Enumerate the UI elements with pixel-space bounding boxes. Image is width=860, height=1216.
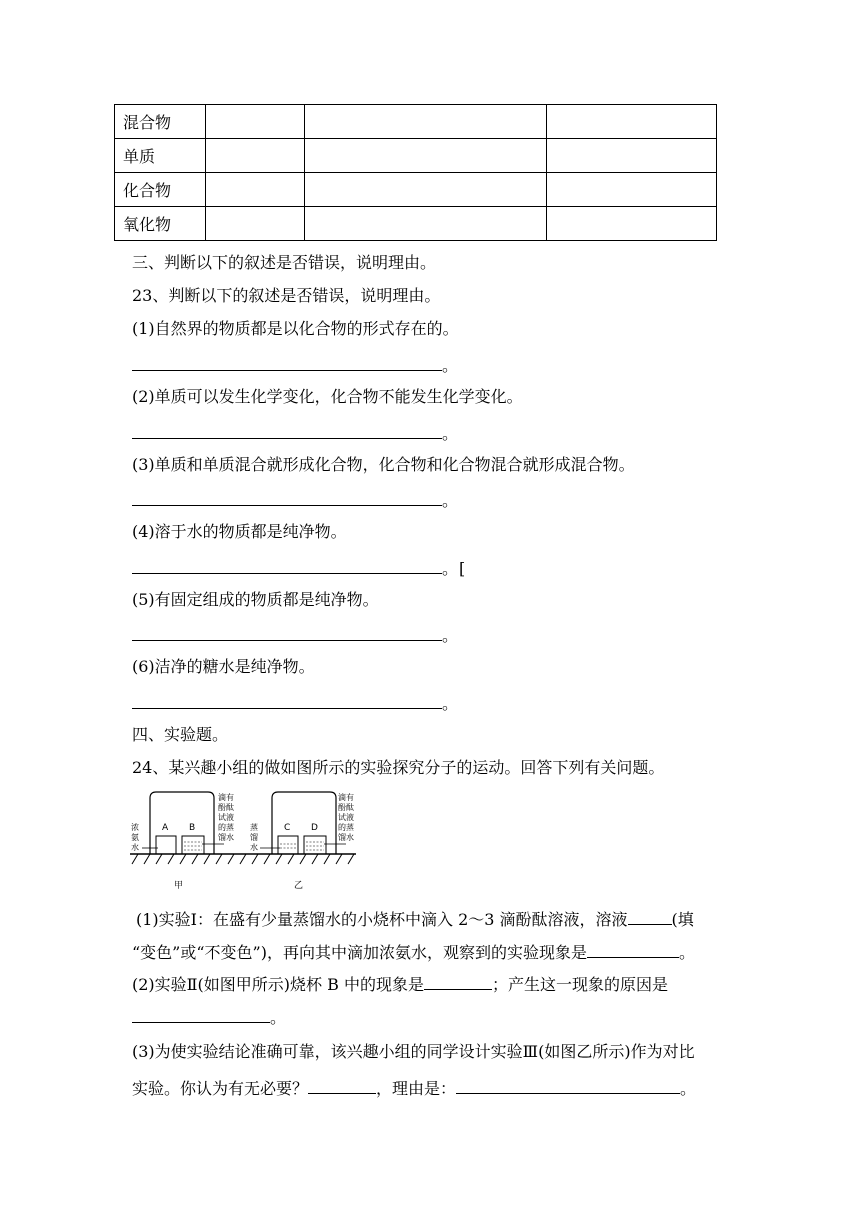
- beaker-label-a: A: [162, 823, 169, 833]
- section-4-heading: 四、实验题。: [132, 725, 229, 744]
- table-cell: [206, 173, 305, 207]
- beaker-label-b: B: [189, 823, 196, 833]
- label-phenolphthalein: 酚酞: [338, 803, 354, 812]
- q23-item-2: (2)单质可以发生化学变化，化合物不能发生化学变化。: [132, 387, 523, 406]
- table-cell: [305, 105, 547, 139]
- table-cell: [305, 139, 547, 173]
- answer-blank[interactable]: [132, 639, 442, 641]
- label-phenolphthalein: 试液: [218, 813, 234, 822]
- label-phenolphthalein: 馏水: [218, 833, 234, 842]
- label-ammonia: 水: [131, 843, 139, 852]
- row-label: 混合物: [115, 105, 206, 139]
- answer-blank[interactable]: [424, 971, 492, 990]
- row-label: 氧化物: [115, 207, 206, 241]
- table-row: [115, 173, 717, 207]
- answer-blank[interactable]: [628, 906, 672, 925]
- question-24-title: 24、某兴趣小组的做如图所示的实验探究分子的运动。回答下列有关问题。: [132, 758, 665, 777]
- q23-item-5: (5)有固定组成的物质都是纯净物。: [132, 590, 379, 609]
- label-ammonia: 氨: [131, 833, 139, 842]
- end-mark: 。: [442, 356, 459, 375]
- label-phenolphthalein: 滴有: [338, 793, 354, 802]
- table-cell: [547, 105, 717, 139]
- q24-p1-text-d: 。: [678, 943, 695, 962]
- caption-yi: 乙: [294, 881, 304, 891]
- q24-p3-text-d: 。: [680, 1079, 697, 1098]
- end-mark: 。: [442, 491, 459, 510]
- label-phenolphthalein: 的蒸: [338, 823, 354, 832]
- beaker-label-c: C: [284, 823, 291, 833]
- end-mark: 。: [442, 559, 459, 578]
- q24-part-2-line-1: [132, 971, 668, 996]
- q24-p3-text-c: ，理由是：: [376, 1079, 457, 1098]
- end-mark: 。: [442, 424, 459, 443]
- label-phenolphthalein: 试液: [338, 813, 354, 822]
- answer-blank[interactable]: [456, 1075, 680, 1094]
- table-cell: [206, 139, 305, 173]
- table-cell: [547, 139, 717, 173]
- row-label: 单质: [115, 139, 206, 173]
- label-phenolphthalein: 的蒸: [218, 823, 234, 832]
- label-distilled-water: 馏: [250, 833, 258, 842]
- label-distilled-water: 蒸: [250, 823, 258, 832]
- beaker-label-d: D: [311, 823, 318, 833]
- table-cell: [206, 207, 305, 241]
- q24-part-1-line-1: [136, 906, 694, 931]
- q24-part-2-line-2: [132, 1004, 286, 1029]
- caption-jia: 甲: [174, 881, 184, 891]
- q24-p2-text-c: 。: [270, 1008, 287, 1027]
- answer-blank[interactable]: [308, 1075, 376, 1094]
- table-cell: [206, 105, 305, 139]
- q24-p3-text-b: 实验。你认为有无必要？: [132, 1079, 309, 1098]
- answer-blank[interactable]: [587, 939, 679, 958]
- answer-blank[interactable]: [132, 369, 442, 371]
- label-phenolphthalein: 馏水: [338, 833, 354, 842]
- q23-item-3: (3)单质和单质混合就形成化合物，化合物和化合物混合就形成混合物。: [132, 455, 635, 474]
- table-cell: [305, 207, 547, 241]
- q24-part-1-line-2: [132, 939, 695, 964]
- q23-item-1: (1)自然界的物质都是以化合物的形式存在的。: [132, 319, 459, 338]
- q24-part-3-line-2: [132, 1075, 696, 1100]
- q23-item-4: (4)溶于水的物质都是纯净物。: [132, 522, 347, 541]
- row-label: 化合物: [115, 173, 206, 207]
- q24-p1-text-c: “变色”或“不变色”)，再向其中滴加浓氨水，观察到的实验现象是: [132, 943, 587, 962]
- q24-p2-text-b: ；产生这一现象的原因是: [491, 975, 668, 994]
- q24-p1-text-a: (1)实验Ⅰ：在盛有少量蒸馏水的小烧杯中滴入 2～3 滴酚酞溶液，溶液: [136, 910, 628, 929]
- q23-item-6: (6)洁净的糖水是纯净物。: [132, 657, 315, 676]
- table-cell: [547, 207, 717, 241]
- question-23-title: 23、判断以下的叙述是否错误，说明理由。: [132, 286, 441, 305]
- answer-blank[interactable]: [132, 572, 442, 574]
- answer-blank[interactable]: [132, 504, 442, 506]
- answer-blank[interactable]: [132, 1004, 270, 1023]
- classification-table: [114, 104, 717, 241]
- label-phenolphthalein: 滴有: [218, 793, 234, 802]
- answer-blank[interactable]: [132, 707, 442, 709]
- label-phenolphthalein: 酚酞: [218, 803, 234, 812]
- q24-p1-text-b: (填: [671, 910, 694, 929]
- label-distilled-water: 水: [250, 843, 258, 852]
- answer-blank[interactable]: [132, 437, 442, 439]
- label-ammonia: 浓: [131, 823, 139, 832]
- table-row: [115, 105, 717, 139]
- q24-part-3-line-1: (3)为使实验结论准确可靠，该兴趣小组的同学设计实验Ⅲ(如图乙所示)作为对比: [132, 1042, 695, 1061]
- end-mark: 。: [442, 626, 459, 645]
- table-row: [115, 207, 717, 241]
- experiment-figure: [128, 786, 364, 894]
- stray-bracket: [: [459, 559, 466, 578]
- table-cell: [305, 173, 547, 207]
- q24-p2-text-a: (2)实验Ⅱ(如图甲所示)烧杯 B 中的现象是: [132, 975, 424, 994]
- table-row: [115, 139, 717, 173]
- table-cell: [547, 173, 717, 207]
- end-mark: 。: [442, 694, 459, 713]
- section-3-heading: 三、判断以下的叙述是否错误，说明理由。: [132, 253, 437, 272]
